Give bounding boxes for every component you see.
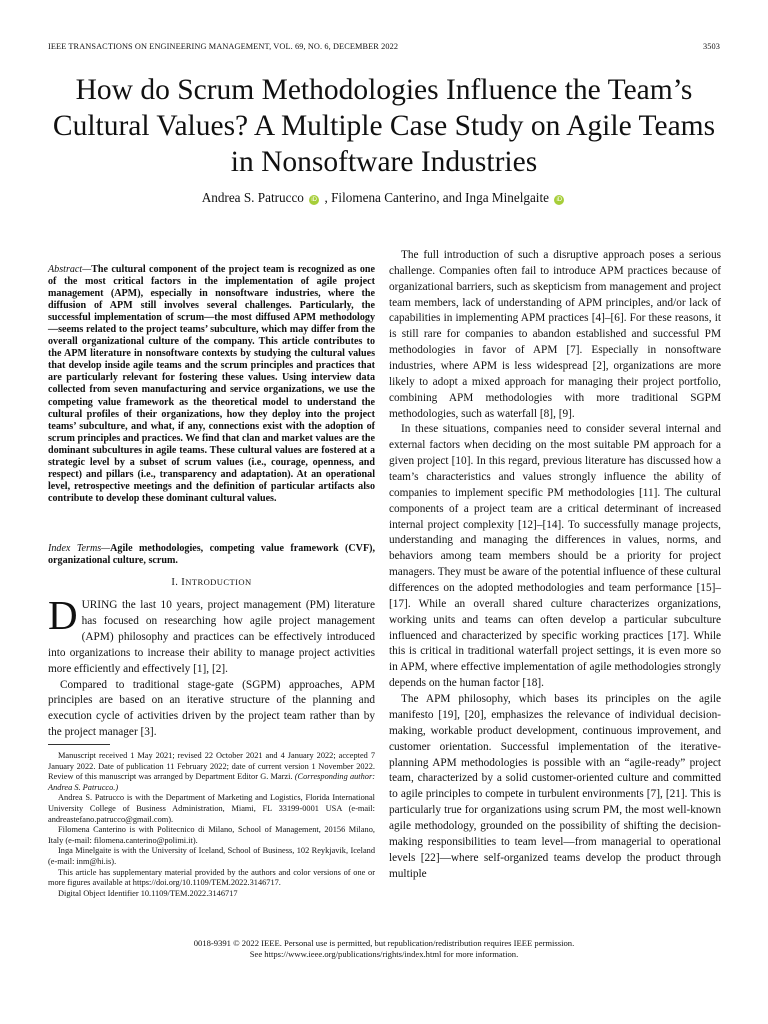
index-terms-label: Index Terms— xyxy=(48,543,111,554)
page-number: 3503 xyxy=(703,42,720,51)
footnote: Filomena Canterino is with Politecnico di Milano, School of Management, 20156 Milano, Italy (e-mail: filomena.canterino@polimi.it). xyxy=(48,825,375,845)
copyright-notice xyxy=(40,938,728,960)
paragraph-text: URING the last 10 years, project management (PM) literature has focused on researching how agile project management (APM) philosophy and practices can be effectively introduced into organizations to increase their ability to manage project activities more efficiently and effectively [1], [2]. xyxy=(48,599,375,675)
paragraph: The full introduction of such a disruptive approach poses a serious challenge. Companies often fail to introduce APM practices because of organizational barriers, such as skepticism from management and project team members, lack of understanding of APM principles, and/or lack of capabilities in implementing APM practices [4]–[6]. For these reasons, it is still rare for companies to abandon established and successful PM methodologies in favor of APM [7]. Especially in nonsoftware industries, where APM is less widespread [2], organizations are more likely to adopt a mixed approach for managing their project portfolio, combining APM methodologies with more traditional SGPM methodologies, such as waterfall [8], [9]. xyxy=(389,249,721,420)
orcid-icon[interactable]: iD xyxy=(309,195,319,205)
paragraph: The APM philosophy, which bases its principles on the agile manifesto [19], [20], emphasizes the relevance of individual decision-making, workable product development, continuous improvement, and customer orientation. Successful implementation of the iterative-planning APM methodologies is possible with an “agile-ready” project team, characterized by a solid customer-oriented culture and committed to agile principles to compete in turbulent environments [7], [21]. This is particularly true for organizations using scrum PM, the most well-known agile methodology, grounded on the possibility of shifting the decision-making responsibilities to team level—from managerial to operational levels [22]—where self-organized teams develop the product through multiple xyxy=(389,693,721,880)
footnote-text: Manuscript received 1 May 2021; revised 22 October 2021 and 4 January 2022; accepted 7 January 2022. Date of publication 11 February 2022; date of current version 1 November 2022. Review of this manuscript was arranged by Department Editor G. Marzi. xyxy=(48,751,375,782)
paragraph xyxy=(48,592,375,678)
running-header xyxy=(48,42,720,51)
footnote-divider xyxy=(48,744,110,745)
orcid-icon[interactable]: iD xyxy=(554,195,564,205)
copyright-line: See https://www.ieee.org/publications/rights/index.html for more information. xyxy=(249,949,519,959)
author-name: Andrea S. Patrucco xyxy=(201,190,304,205)
journal-name: IEEE TRANSACTIONS ON ENGINEERING MANAGEMENT, VOL. 69, NO. 6, DECEMBER 2022 xyxy=(48,42,399,51)
author-list xyxy=(40,190,728,206)
abstract xyxy=(48,264,375,505)
abstract-text: The cultural component of the project team is recognized as one of the most critical factors in the implementation of agile project management (APM), especially in nonsoftware industries, where the diffusion of APM still involves several challenges. Particularly, the successful implementation of scrum—the most diffused APM methodology—seems related to the project teams’ subculture, which may differ from the overall organizational culture of the company. This article contributes to the APM literature in nonsoftware contexts by studying the cultural values that develop inside agile teams and the scrum principles and practices that are particularly relevant for fostering these values. Using interview data collected from seven manufacturing and service organizations, we use the competing value framework as the theoretical model to understand the cultural profiles of their organizations, how they deploy into the project teams’ subculture, and what, if any, connections exist with the adoption of scrum principles and practices. We find that clan and market values are the dominant subcultures in agile teams. These cultural values are fostered at a strategic level by a subset of scrum values (i.e., courage, openness, and respect) and pillars (i.e., transparency and adaptation). At an operational level, retrospective meetings and the definition of particular artifacts also contribute to develop these dominant cultural values. xyxy=(48,264,375,504)
footnote: Inga Minelgaite is with the University of Iceland, School of Business, 102 Reykjavik, Iceland (e-mail: inm@hi.is). xyxy=(48,846,375,866)
section-title-rest: NTRODUCTION xyxy=(185,577,252,587)
paragraph: In these situations, companies need to consider several internal and external factors when deciding on the most suitable PM approach for a given project [10]. In this regard, previous literature has discussed how a team’s characteristics and values strongly influence the ability of companies to implement specific PM methodologies [11]. The cultural components of a project team are a critical determinant of increased internal project complexity [12]–[14]. To successfully manage projects, understanding and managing the differences in values, norms, and behaviors among team members should be a priority for project managers. They must be aware of the potential influence of these cultural differences on the adopted methodologies and team performance [15]–[17]. While an overall shared culture characterizes organizations, working units and teams can often develop a particular subculture influenced and characterized by specific working practices [17]. While this is critical in traditional waterfall project settings, it is even more so in APM, where effective implementation of agile methodologies strongly depends on the human factor [18]. xyxy=(389,423,721,690)
section-title-cap: I xyxy=(181,577,186,588)
index-terms-text: Agile methodologies, competing value framework (CVF), organizational culture, scrum. xyxy=(48,543,375,567)
abstract-label: Abstract— xyxy=(48,264,92,275)
drop-cap: D xyxy=(48,592,78,638)
footnote: Digital Object Identifier 10.1109/TEM.2022.3146717 xyxy=(58,888,238,898)
footnote: This article has supplementary material provided by the authors and color versions of one or more figures available at https://doi.org/10.1109/TEM.2022.3146717. xyxy=(48,867,375,888)
footnote xyxy=(48,751,375,793)
index-terms xyxy=(48,543,375,567)
author-names-rest: , Filomena Canterino, and Inga Minelgaite xyxy=(324,190,549,205)
paper-title: How do Scrum Methodologies Influence the Team’s Cultural Values? A Multiple Case Study on Agile Teams in Nonsoftware Industries xyxy=(52,74,716,178)
section-number: I. xyxy=(171,577,182,588)
footnote-corresponding: (Corresponding author: Andrea S. Patrucco.) xyxy=(48,772,375,792)
introduction-body xyxy=(48,592,375,741)
footnotes xyxy=(48,751,375,899)
copyright-line: 0018-9391 © 2022 IEEE. Personal use is permitted, but republication/redistribution requires IEEE permission. xyxy=(193,938,575,948)
section-heading xyxy=(48,577,375,588)
footnote: Andrea S. Patrucco is with the Department of Marketing and Logistics, Florida International University College of Business Administration, Miami, FL 33199-0001 USA (e-mail: andreastefano.patrucco@gmail.com). xyxy=(48,793,375,824)
paragraph: Compared to traditional stage-gate (SGPM) approaches, APM principles are based on an iterative structure of the planning and execution cycle of activities driven by the project team rather than by the project manager [3]. xyxy=(48,678,375,739)
right-column-body xyxy=(389,248,721,882)
